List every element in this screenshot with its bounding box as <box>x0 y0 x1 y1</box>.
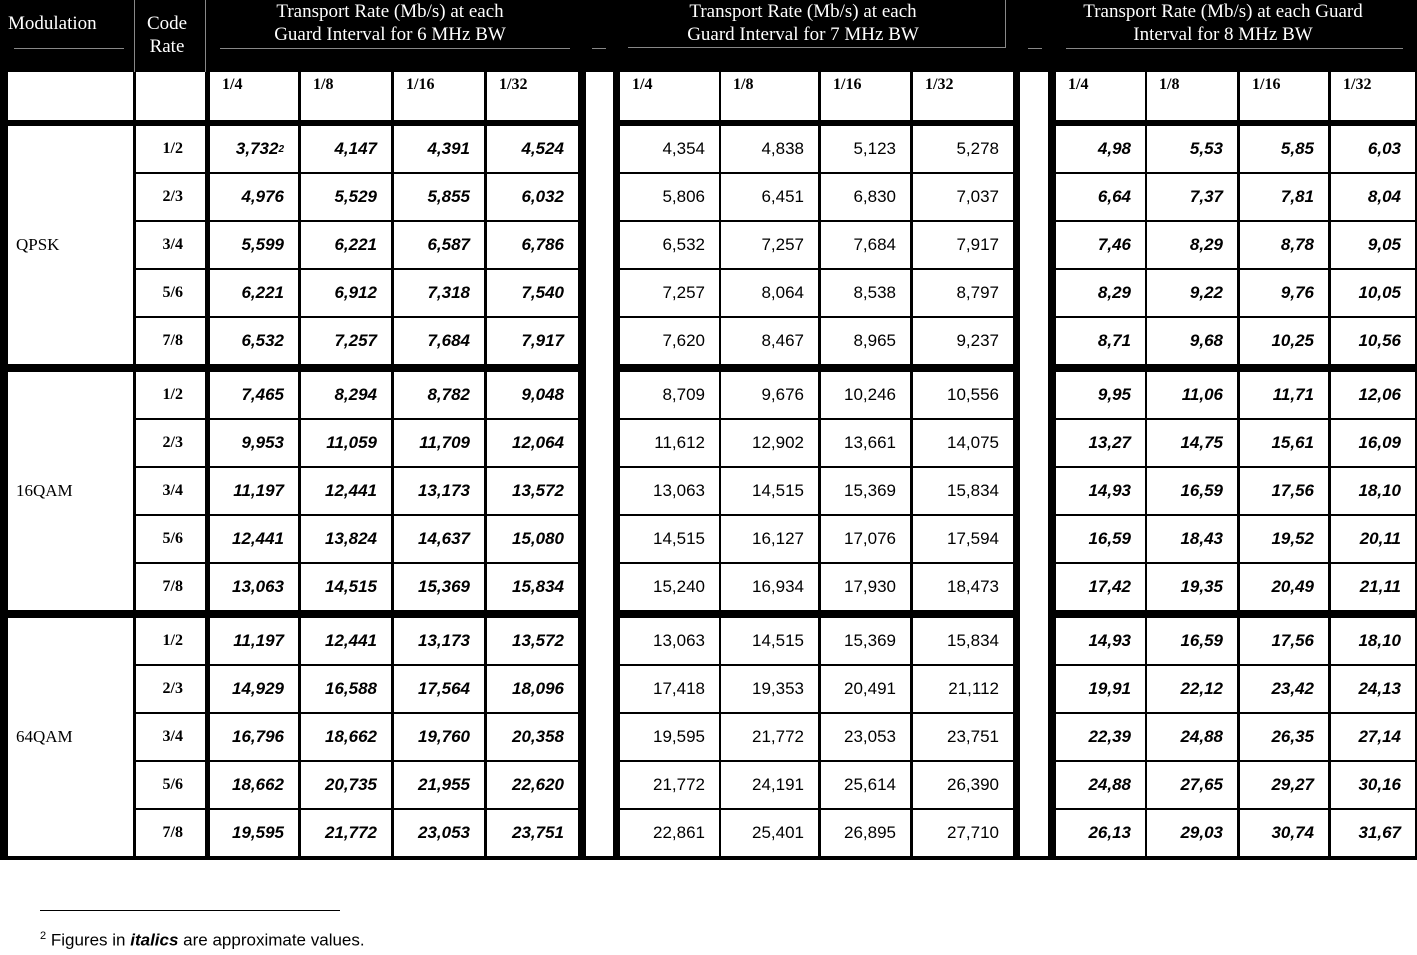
rate-value-8mhz: 27,65 <box>1147 762 1237 808</box>
guard-interval-header: 1/4 <box>1056 72 1145 120</box>
rate-value-7mhz: 21,772 <box>620 762 719 808</box>
modulation-label: 16QAM <box>8 372 133 610</box>
rate-value-6mhz: 23,751 <box>487 810 578 856</box>
rate-value-6mhz: 7,684 <box>394 318 484 364</box>
rate-value-8mhz: 26,13 <box>1056 810 1145 856</box>
rate-value-6mhz: 4,524 <box>487 126 578 172</box>
rate-value-6mhz: 6,032 <box>487 174 578 220</box>
rate-value-7mhz: 5,278 <box>913 126 1013 172</box>
rate-value-7mhz: 9,676 <box>721 372 818 418</box>
rate-value-6mhz: 4,391 <box>394 126 484 172</box>
code-rate: 3/4 <box>136 468 205 514</box>
guard-interval-header: 1/4 <box>620 72 719 120</box>
rate-value-8mhz: 11,06 <box>1147 372 1237 418</box>
rate-value-8mhz: 24,88 <box>1147 714 1237 760</box>
code-rate: 2/3 <box>136 666 205 712</box>
rate-value-8mhz: 20,11 <box>1331 516 1415 562</box>
rate-value-7mhz: 14,515 <box>721 468 818 514</box>
rate-value-7mhz: 17,076 <box>821 516 910 562</box>
spacer-column <box>586 72 613 856</box>
rate-value-6mhz: 14,515 <box>301 564 391 610</box>
rate-value-8mhz: 23,42 <box>1240 666 1328 712</box>
rate-value-6mhz: 21,772 <box>301 810 391 856</box>
rate-value-8mhz: 16,09 <box>1331 420 1415 466</box>
rate-value-6mhz: 14,637 <box>394 516 484 562</box>
footnote-reference: 2 <box>278 143 284 155</box>
rate-value-8mhz: 14,93 <box>1056 618 1145 664</box>
rate-value-6mhz: 13,173 <box>394 618 484 664</box>
rate-value-8mhz: 22,12 <box>1147 666 1237 712</box>
rate-value-6mhz: 4,976 <box>210 174 298 220</box>
rate-value-7mhz: 20,491 <box>821 666 910 712</box>
rate-value-8mhz: 16,59 <box>1147 618 1237 664</box>
rate-value-7mhz: 19,353 <box>721 666 818 712</box>
rate-value-6mhz: 18,096 <box>487 666 578 712</box>
rate-value-8mhz: 16,59 <box>1056 516 1145 562</box>
rate-value-6mhz: 7,465 <box>210 372 298 418</box>
rate-value-8mhz: 10,25 <box>1240 318 1328 364</box>
rate-value-7mhz: 4,838 <box>721 126 818 172</box>
header-code-rate-line1: Code <box>146 13 188 34</box>
divider <box>592 48 606 49</box>
rate-value-6mhz: 20,735 <box>301 762 391 808</box>
header-6mhz <box>210 0 570 46</box>
rate-value-7mhz: 4,354 <box>620 126 719 172</box>
rate-value-6mhz: 13,063 <box>210 564 298 610</box>
modulation-label: 64QAM <box>8 618 133 856</box>
header-6mhz-line1: Transport Rate (Mb/s) at each <box>276 1 504 22</box>
rate-value-7mhz: 17,418 <box>620 666 719 712</box>
rate-value-6mhz: 6,532 <box>210 318 298 364</box>
rate-value-8mhz: 17,42 <box>1056 564 1145 610</box>
rate-value-6mhz: 19,760 <box>394 714 484 760</box>
header-7mhz <box>620 0 986 46</box>
rate-value-6mhz: 8,782 <box>394 372 484 418</box>
rate-value-7mhz: 19,595 <box>620 714 719 760</box>
rate-value-6mhz: 7,318 <box>394 270 484 316</box>
rate-value-8mhz: 10,05 <box>1331 270 1415 316</box>
rate-value-text: 3,732 <box>235 139 279 158</box>
rate-value-8mhz: 10,56 <box>1331 318 1415 364</box>
divider <box>1028 48 1042 49</box>
rate-value-7mhz: 13,063 <box>620 468 719 514</box>
header-8mhz <box>1056 0 1390 46</box>
rate-value-7mhz: 8,709 <box>620 372 719 418</box>
divider <box>14 48 124 49</box>
rate-value-7mhz: 7,620 <box>620 318 719 364</box>
rate-value-7mhz: 12,902 <box>721 420 818 466</box>
rate-value-8mhz: 29,27 <box>1240 762 1328 808</box>
rate-value-8mhz: 16,59 <box>1147 468 1237 514</box>
rate-value-6mhz: 12,064 <box>487 420 578 466</box>
rate-value-8mhz: 12,06 <box>1331 372 1415 418</box>
rate-value-8mhz: 8,29 <box>1147 222 1237 268</box>
rate-value-8mhz: 5,85 <box>1240 126 1328 172</box>
rate-value-6mhz: 11,059 <box>301 420 391 466</box>
rate-value-6mhz: 11,197 <box>210 468 298 514</box>
rate-value-6mhz: 9,048 <box>487 372 578 418</box>
header-7mhz-line1: Transport Rate (Mb/s) at each <box>689 1 917 22</box>
rate-value-7mhz: 7,257 <box>721 222 818 268</box>
guard-interval-header: 1/8 <box>301 72 391 120</box>
footnote-text: are approximate values. <box>183 930 365 950</box>
rate-value-6mhz <box>210 126 298 172</box>
rate-value-7mhz: 6,830 <box>821 174 910 220</box>
code-rate: 1/2 <box>136 372 205 418</box>
rate-value-6mhz: 5,529 <box>301 174 391 220</box>
rate-value-6mhz: 8,294 <box>301 372 391 418</box>
rate-value-8mhz: 9,05 <box>1331 222 1415 268</box>
rate-value-6mhz: 16,588 <box>301 666 391 712</box>
code-rate: 1/2 <box>136 126 205 172</box>
rate-value-8mhz: 9,22 <box>1147 270 1237 316</box>
rate-value-7mhz: 27,710 <box>913 810 1013 856</box>
rate-value-8mhz: 6,64 <box>1056 174 1145 220</box>
rate-value-7mhz: 9,237 <box>913 318 1013 364</box>
rate-value-7mhz: 16,127 <box>721 516 818 562</box>
divider <box>220 48 570 49</box>
rate-value-7mhz: 13,661 <box>821 420 910 466</box>
rate-value-6mhz: 12,441 <box>301 468 391 514</box>
rate-value-7mhz: 18,473 <box>913 564 1013 610</box>
footnote <box>40 930 365 951</box>
rate-value-7mhz: 7,257 <box>620 270 719 316</box>
rate-value-8mhz: 14,93 <box>1056 468 1145 514</box>
rate-value-6mhz: 12,441 <box>210 516 298 562</box>
guard-interval-header: 1/16 <box>821 72 910 120</box>
rate-value-8mhz: 5,53 <box>1147 126 1237 172</box>
rate-value-7mhz: 10,246 <box>821 372 910 418</box>
footnote-text: Figures in <box>50 930 126 950</box>
rate-value-8mhz: 15,61 <box>1240 420 1328 466</box>
rate-value-8mhz: 7,81 <box>1240 174 1328 220</box>
rate-value-8mhz: 4,98 <box>1056 126 1145 172</box>
code-rate: 5/6 <box>136 516 205 562</box>
rate-value-6mhz: 15,834 <box>487 564 578 610</box>
rate-value-6mhz: 13,824 <box>301 516 391 562</box>
rate-value-6mhz: 20,358 <box>487 714 578 760</box>
guard-interval-header: 1/16 <box>394 72 484 120</box>
rate-value-6mhz: 13,572 <box>487 468 578 514</box>
rate-value-7mhz: 15,369 <box>821 468 910 514</box>
divider <box>205 0 206 72</box>
rate-value-8mhz: 11,71 <box>1240 372 1328 418</box>
rate-value-7mhz: 23,053 <box>821 714 910 760</box>
rate-value-6mhz: 11,197 <box>210 618 298 664</box>
guard-interval-header: 1/4 <box>210 72 298 120</box>
divider <box>134 0 135 72</box>
rate-value-7mhz: 15,369 <box>821 618 910 664</box>
rate-value-7mhz: 13,063 <box>620 618 719 664</box>
rate-value-8mhz: 8,04 <box>1331 174 1415 220</box>
rate-value-8mhz: 24,13 <box>1331 666 1415 712</box>
rate-value-7mhz: 21,772 <box>721 714 818 760</box>
rate-value-7mhz: 23,751 <box>913 714 1013 760</box>
rate-value-6mhz: 6,587 <box>394 222 484 268</box>
rate-value-7mhz: 14,515 <box>721 618 818 664</box>
rate-value-8mhz: 22,39 <box>1056 714 1145 760</box>
rate-value-6mhz: 21,955 <box>394 762 484 808</box>
rate-value-8mhz: 19,35 <box>1147 564 1237 610</box>
rate-value-6mhz: 6,221 <box>301 222 391 268</box>
rate-value-7mhz: 26,895 <box>821 810 910 856</box>
rate-value-7mhz: 6,532 <box>620 222 719 268</box>
rate-value-7mhz: 8,467 <box>721 318 818 364</box>
spacer-column <box>1020 72 1048 856</box>
rate-value-6mhz: 9,953 <box>210 420 298 466</box>
rate-value-6mhz: 23,053 <box>394 810 484 856</box>
rate-value-6mhz: 19,595 <box>210 810 298 856</box>
rate-value-6mhz: 17,564 <box>394 666 484 712</box>
code-rate: 7/8 <box>136 564 205 610</box>
rate-value-7mhz: 7,917 <box>913 222 1013 268</box>
rate-value-8mhz: 30,16 <box>1331 762 1415 808</box>
code-rate: 5/6 <box>136 762 205 808</box>
rate-value-6mhz: 6,912 <box>301 270 391 316</box>
rate-value-6mhz: 12,441 <box>301 618 391 664</box>
divider <box>1066 48 1403 49</box>
rate-value-6mhz: 18,662 <box>301 714 391 760</box>
header-6mhz-line2: Guard Interval for 6 MHz BW <box>274 24 506 45</box>
rate-value-7mhz: 5,806 <box>620 174 719 220</box>
rate-value-6mhz: 7,540 <box>487 270 578 316</box>
code-rate: 7/8 <box>136 810 205 856</box>
rate-value-8mhz: 18,43 <box>1147 516 1237 562</box>
rate-value-7mhz: 17,594 <box>913 516 1013 562</box>
subheader-blank <box>8 72 133 120</box>
rate-value-8mhz: 20,49 <box>1240 564 1328 610</box>
rate-value-6mhz: 4,147 <box>301 126 391 172</box>
code-rate: 3/4 <box>136 222 205 268</box>
rate-value-7mhz: 15,834 <box>913 618 1013 664</box>
guard-interval-header: 1/8 <box>1147 72 1237 120</box>
rate-value-8mhz: 18,10 <box>1331 468 1415 514</box>
rate-value-7mhz: 14,075 <box>913 420 1013 466</box>
rate-value-8mhz: 14,75 <box>1147 420 1237 466</box>
rate-value-8mhz: 17,56 <box>1240 468 1328 514</box>
guard-interval-header: 1/32 <box>1331 72 1415 120</box>
rate-value-8mhz: 30,74 <box>1240 810 1328 856</box>
rate-value-8mhz: 7,37 <box>1147 174 1237 220</box>
rate-value-6mhz: 15,369 <box>394 564 484 610</box>
rate-value-7mhz: 24,191 <box>721 762 818 808</box>
rate-value-8mhz: 27,14 <box>1331 714 1415 760</box>
rate-value-6mhz: 13,173 <box>394 468 484 514</box>
footnote-divider <box>40 910 340 911</box>
guard-interval-header: 1/32 <box>913 72 1013 120</box>
header-8mhz-line2: Interval for 8 MHz BW <box>1133 24 1313 45</box>
footnote-marker: 2 <box>40 930 47 942</box>
divider <box>628 47 1006 48</box>
divider <box>1005 0 1006 48</box>
rate-value-6mhz: 22,620 <box>487 762 578 808</box>
code-rate: 2/3 <box>136 420 205 466</box>
header-8mhz-line1: Transport Rate (Mb/s) at each Guard <box>1083 1 1363 22</box>
code-rate: 5/6 <box>136 270 205 316</box>
rate-value-7mhz: 8,538 <box>821 270 910 316</box>
footnote-emphasis: italics <box>130 930 179 950</box>
guard-interval-header: 1/8 <box>721 72 818 120</box>
rate-value-7mhz: 26,390 <box>913 762 1013 808</box>
rate-value-8mhz: 13,27 <box>1056 420 1145 466</box>
rate-value-6mhz: 7,257 <box>301 318 391 364</box>
rate-value-7mhz: 17,930 <box>821 564 910 610</box>
rate-value-8mhz: 17,56 <box>1240 618 1328 664</box>
rate-value-8mhz: 31,67 <box>1331 810 1415 856</box>
rate-value-6mhz: 5,599 <box>210 222 298 268</box>
rate-value-8mhz: 9,76 <box>1240 270 1328 316</box>
rate-value-8mhz: 8,71 <box>1056 318 1145 364</box>
header-7mhz-line2: Guard Interval for 7 MHz BW <box>687 24 919 45</box>
rate-value-6mhz: 6,221 <box>210 270 298 316</box>
rate-value-7mhz: 21,112 <box>913 666 1013 712</box>
rate-value-7mhz: 14,515 <box>620 516 719 562</box>
rate-value-7mhz: 7,684 <box>821 222 910 268</box>
rate-value-6mhz: 5,855 <box>394 174 484 220</box>
rate-value-8mhz: 21,11 <box>1331 564 1415 610</box>
code-rate: 1/2 <box>136 618 205 664</box>
rate-value-7mhz: 10,556 <box>913 372 1013 418</box>
header-modulation: Modulation <box>8 13 97 34</box>
rate-value-8mhz: 26,35 <box>1240 714 1328 760</box>
modulation-label: QPSK <box>8 126 133 364</box>
rate-value-8mhz: 8,29 <box>1056 270 1145 316</box>
header-code-rate-line2: Rate <box>149 36 185 57</box>
rate-value-6mhz: 18,662 <box>210 762 298 808</box>
rate-value-7mhz: 15,834 <box>913 468 1013 514</box>
rate-value-8mhz: 9,68 <box>1147 318 1237 364</box>
rate-value-6mhz: 7,917 <box>487 318 578 364</box>
guard-interval-header: 1/16 <box>1240 72 1328 120</box>
rate-value-7mhz: 7,037 <box>913 174 1013 220</box>
rate-value-6mhz: 14,929 <box>210 666 298 712</box>
rate-value-8mhz: 18,10 <box>1331 618 1415 664</box>
code-rate: 7/8 <box>136 318 205 364</box>
rate-value-8mhz: 19,52 <box>1240 516 1328 562</box>
rate-value-7mhz: 6,451 <box>721 174 818 220</box>
rate-value-7mhz: 25,401 <box>721 810 818 856</box>
rate-value-6mhz: 15,080 <box>487 516 578 562</box>
rate-value-8mhz: 19,91 <box>1056 666 1145 712</box>
subheader-blank <box>136 72 205 120</box>
rate-value-6mhz: 6,786 <box>487 222 578 268</box>
rate-value-6mhz: 13,572 <box>487 618 578 664</box>
rate-value-8mhz: 6,03 <box>1331 126 1415 172</box>
rate-value-8mhz: 24,88 <box>1056 762 1145 808</box>
rate-value-7mhz: 15,240 <box>620 564 719 610</box>
rate-value-7mhz: 8,064 <box>721 270 818 316</box>
rate-value-7mhz: 8,797 <box>913 270 1013 316</box>
rate-value-6mhz: 16,796 <box>210 714 298 760</box>
code-rate: 2/3 <box>136 174 205 220</box>
rate-value-8mhz: 7,46 <box>1056 222 1145 268</box>
header-code-rate <box>136 12 198 58</box>
rate-value-7mhz: 5,123 <box>821 126 910 172</box>
rate-value-6mhz: 11,709 <box>394 420 484 466</box>
code-rate: 3/4 <box>136 714 205 760</box>
rate-value-7mhz: 22,861 <box>620 810 719 856</box>
rate-value-7mhz: 11,612 <box>620 420 719 466</box>
rate-value-7mhz: 8,965 <box>821 318 910 364</box>
rate-value-8mhz: 8,78 <box>1240 222 1328 268</box>
guard-interval-header: 1/32 <box>487 72 578 120</box>
rate-value-8mhz: 9,95 <box>1056 372 1145 418</box>
rate-value-8mhz: 29,03 <box>1147 810 1237 856</box>
rate-value-7mhz: 25,614 <box>821 762 910 808</box>
rate-value-7mhz: 16,934 <box>721 564 818 610</box>
